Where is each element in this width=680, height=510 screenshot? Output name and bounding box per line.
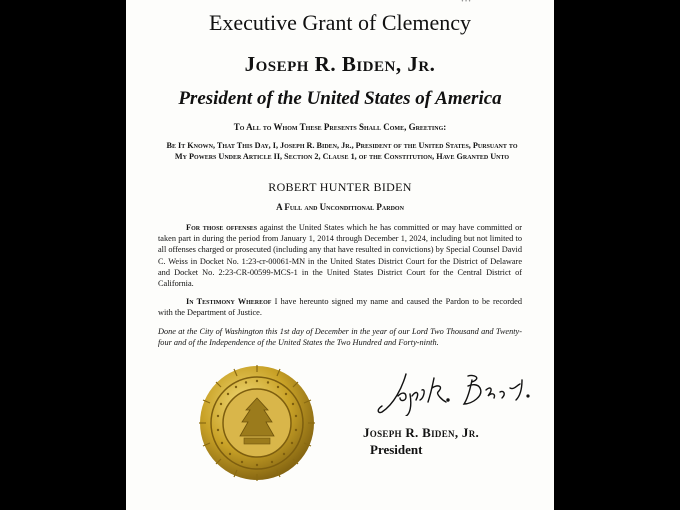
testimony-text: I have hereunto signed my name and caused the Pardon to be recorded with the Department of Justice. bbox=[158, 297, 522, 318]
greeting-line: To All to Whom These Presents Shall Come, Greeting: bbox=[233, 122, 447, 132]
signature-title: President bbox=[370, 442, 423, 457]
signature-name: Joseph R. Biden, Jr. bbox=[363, 425, 480, 440]
pardon-type: A Full and Unconditional Pardon bbox=[276, 202, 404, 212]
recipient-name: ROBERT HUNTER BIDEN bbox=[268, 180, 412, 194]
testimony-paragraph bbox=[158, 296, 522, 318]
offenses-lead: For those offenses bbox=[186, 223, 258, 232]
president-name-heading: Joseph R. Biden, Jr. bbox=[244, 52, 436, 76]
offenses-text: against the United States which he has committed or may have committed or taken part in during the period from January 1, 2014 through December 1, 2024, including but not limited to all offenses charged or prosecuted (including any that have resulted in convictions) by Special Counsel David C. Weiss in Docket No. 1:23-cr-00061-MN in the United States District Court for the District of Delaware and Docket No. 2:23-CR-00599-MCS-1 in the United States District Court for the Central District of California. bbox=[158, 223, 522, 289]
document-title: Executive Grant of Clemency bbox=[208, 10, 472, 35]
department-of-justice-seal-icon bbox=[198, 364, 316, 482]
drag-handle-icon: • • • bbox=[461, 0, 471, 5]
presidential-signature bbox=[376, 370, 536, 416]
be-it-known-paragraph: Be It Known, That This Day, I, Joseph R. Biden, Jr., President of the United States, Pursuant to My Powers Under Article II, Section 2, Clause 1, of the Constitution, Have Granted Unto bbox=[166, 141, 518, 161]
testimony-lead: In Testimony Whereof bbox=[186, 297, 272, 306]
office-heading: President of the United States of America bbox=[178, 88, 502, 109]
clemency-document bbox=[126, 0, 554, 510]
offenses-paragraph bbox=[158, 222, 522, 289]
done-at-paragraph: Done at the City of Washington this 1st day of December in the year of our Lord Two Thousand and Twenty-four and of the Independence of the United States the Two Hundred and Forty-ninth. bbox=[158, 327, 522, 348]
